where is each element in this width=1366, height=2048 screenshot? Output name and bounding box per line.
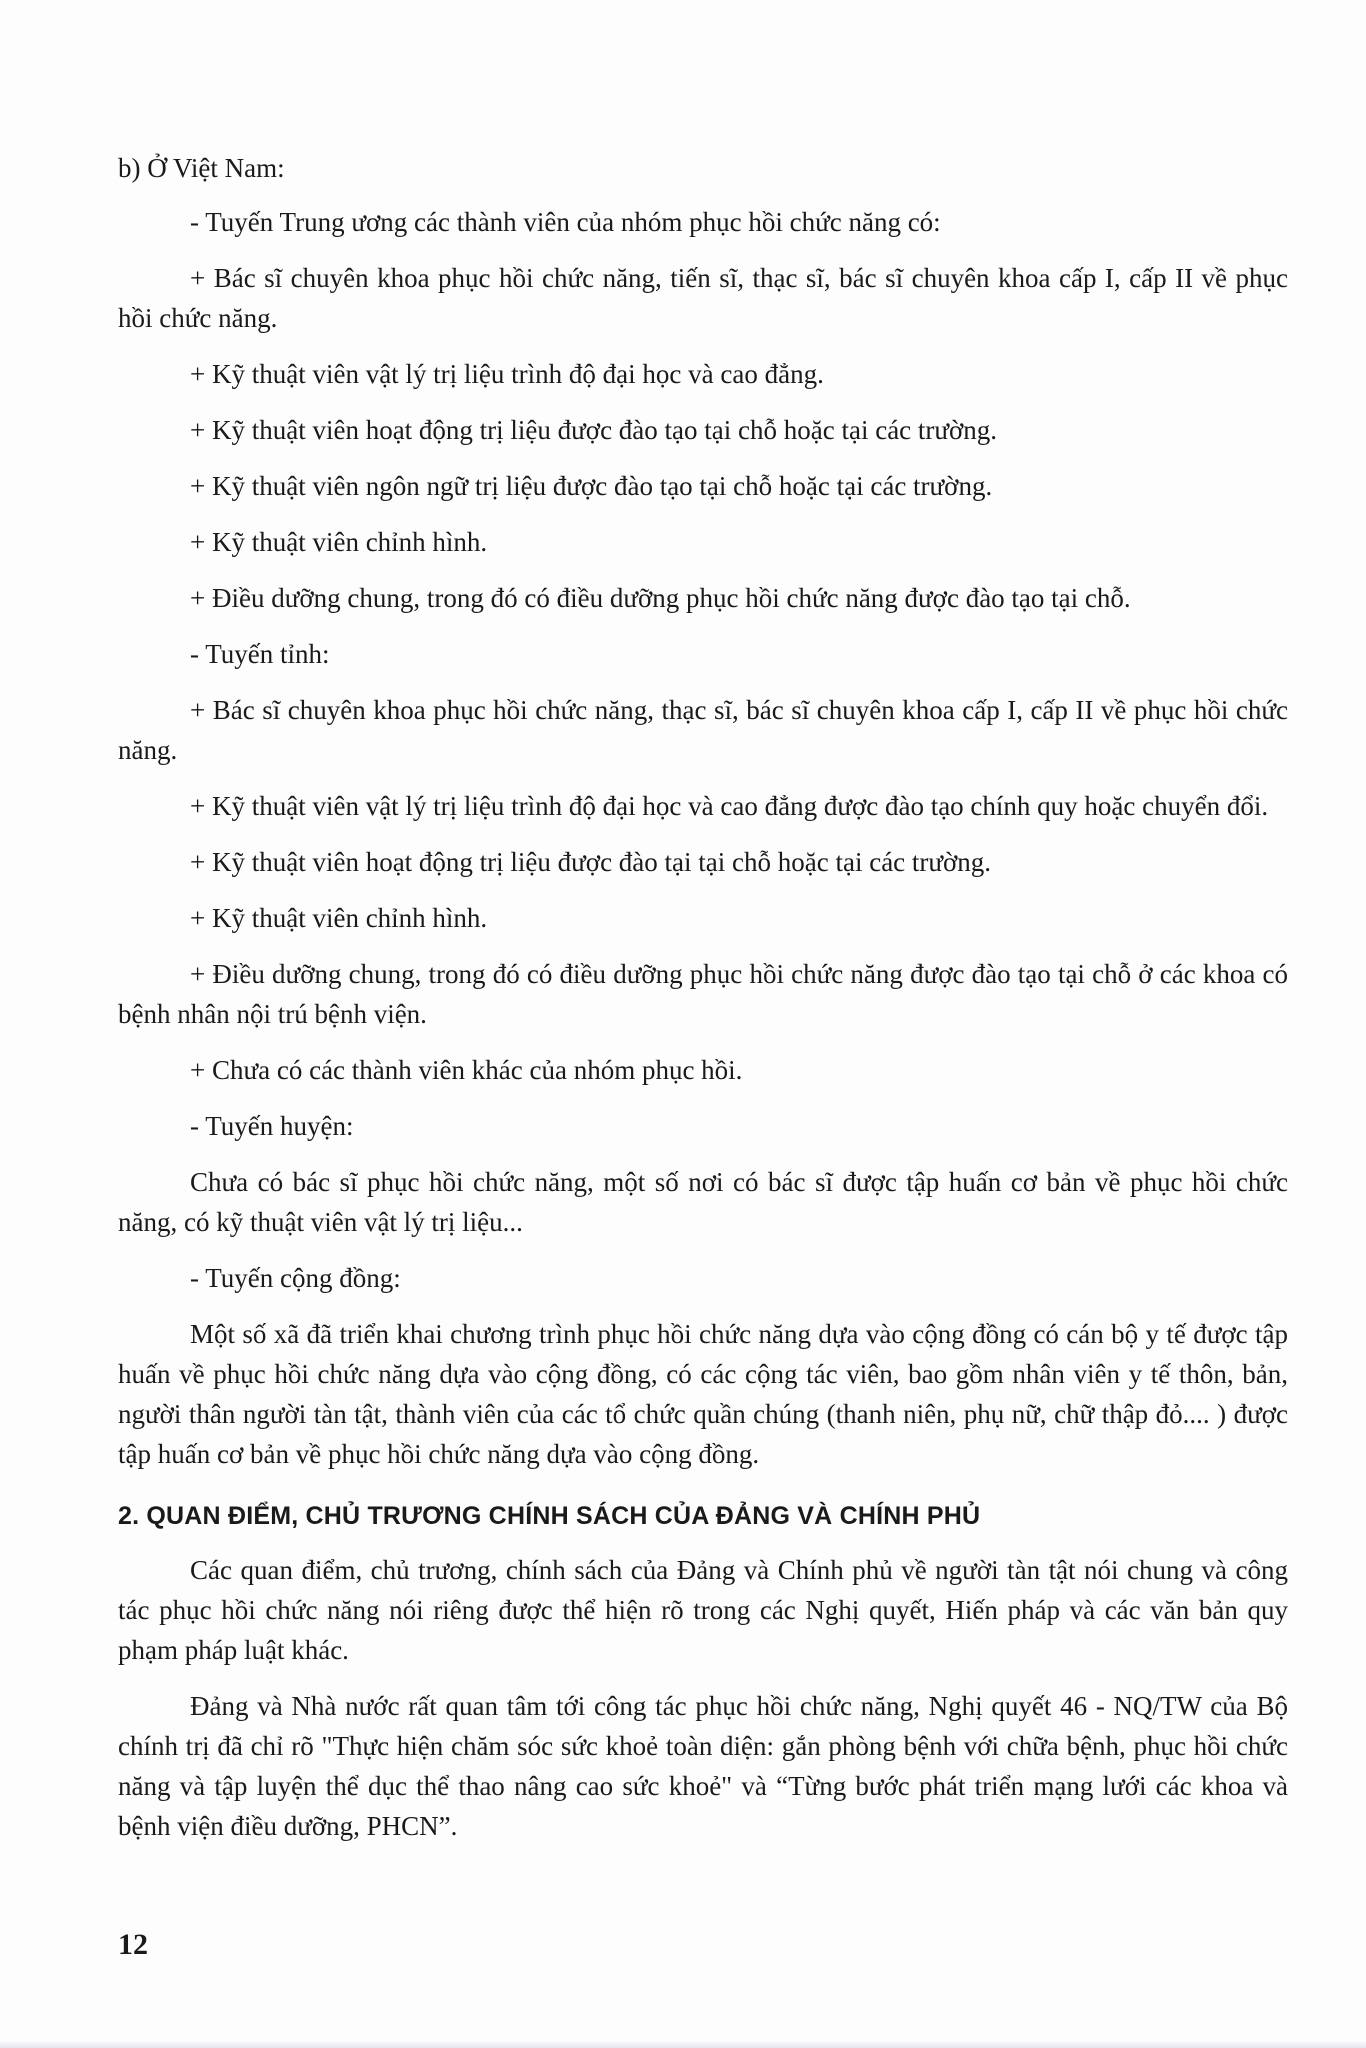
subheading-vietnam: b) Ở Việt Nam:: [118, 153, 285, 183]
level-heading: - Tuyến huyện:: [190, 1111, 354, 1141]
body-lines: [118, 202, 1288, 1474]
list-item: + Kỹ thuật viên vật lý trị liệu trình độ đại học và cao đẳng được đào tạo chính quy hoặc chuyển đổi.: [190, 791, 1269, 821]
body-paragraph: Một số xã đã triển khai chương trình phục hồi chức năng dựa vào cộng đồng có cán bộ y tế được tập huấn về phục hồi chức năng dựa vào cộng đồng, có các cộng tác viên, bao gồm nhân viên y tế thôn, bản, người thân người tàn tật, thành viên của các tổ chức quần chúng (thanh niên, phụ nữ, chữ thập đỏ.... ) được tập huấn cơ bản về phục hồi chức năng dựa vào cộng đồng.: [118, 1319, 1288, 1469]
level-heading: - Tuyến Trung ương các thành viên của nhóm phục hồi chức năng có:: [190, 207, 941, 237]
list-item: + Kỹ thuật viên chỉnh hình.: [190, 903, 488, 933]
list-item: + Kỹ thuật viên ngôn ngữ trị liệu được đào tạo tại chỗ hoặc tại các trường.: [190, 471, 993, 501]
level-heading: - Tuyến tỉnh:: [190, 639, 330, 669]
list-item: + Kỹ thuật viên hoạt động trị liệu được đào tại tại chỗ hoặc tại các trường.: [190, 847, 992, 877]
section-paragraph: Đảng và Nhà nước rất quan tâm tới công tác phục hồi chức năng, Nghị quyết 46 - NQ/TW của Bộ chính trị đã chỉ rõ "Thực hiện chăm sóc sức khoẻ toàn diện: gắn phòng bệnh với chữa bệnh, phục hồi chức năng và tập luyện thể dục thể thao nâng cao sức khoẻ" và “Từng bước phát triển mạng lưới các khoa và bệnh viện điều dưỡng, PHCN”.: [118, 1691, 1288, 1841]
list-item: + Chưa có các thành viên khác của nhóm phục hồi.: [190, 1055, 743, 1085]
list-item: + Điều dưỡng chung, trong đó có điều dưỡng phục hồi chức năng được đào tạo tại chỗ ở các khoa có bệnh nhân nội trú bệnh viện.: [118, 959, 1288, 1029]
list-item: + Kỹ thuật viên vật lý trị liệu trình độ đại học và cao đẳng.: [190, 359, 824, 389]
list-item: + Điều dưỡng chung, trong đó có điều dưỡng phục hồi chức năng được đào tạo tại chỗ.: [190, 583, 1131, 613]
body-paragraph: Chưa có bác sĩ phục hồi chức năng, một số nơi có bác sĩ được tập huấn cơ bản về phục hồi chức năng, có kỹ thuật viên vật lý trị liệu...: [118, 1167, 1288, 1237]
section-title: 2. QUAN ĐIỂM, CHỦ TRƯƠNG CHÍNH SÁCH CỦA ĐẢNG VÀ CHÍNH PHỦ: [118, 1502, 981, 1530]
page-content: [118, 148, 1288, 1862]
page-edge: [0, 2040, 1366, 2048]
section-paragraph: Các quan điểm, chủ trương, chính sách của Đảng và Chính phủ về người tàn tật nói chung và công tác phục hồi chức năng nói riêng được thể hiện rõ trong các Nghị quyết, Hiến pháp và các văn bản quy phạm pháp luật khác.: [118, 1555, 1288, 1665]
page-number: 12: [118, 1928, 148, 1961]
list-item: + Bác sĩ chuyên khoa phục hồi chức năng, tiến sĩ, thạc sĩ, bác sĩ chuyên khoa cấp I, cấp II về phục hồi chức năng.: [118, 263, 1288, 333]
list-item: + Kỹ thuật viên hoạt động trị liệu được đào tạo tại chỗ hoặc tại các trường.: [190, 415, 998, 445]
level-heading: - Tuyến cộng đồng:: [190, 1263, 401, 1293]
list-item: + Kỹ thuật viên chỉnh hình.: [190, 527, 488, 557]
list-item: + Bác sĩ chuyên khoa phục hồi chức năng, thạc sĩ, bác sĩ chuyên khoa cấp I, cấp II về phục hồi chức năng.: [118, 695, 1288, 765]
